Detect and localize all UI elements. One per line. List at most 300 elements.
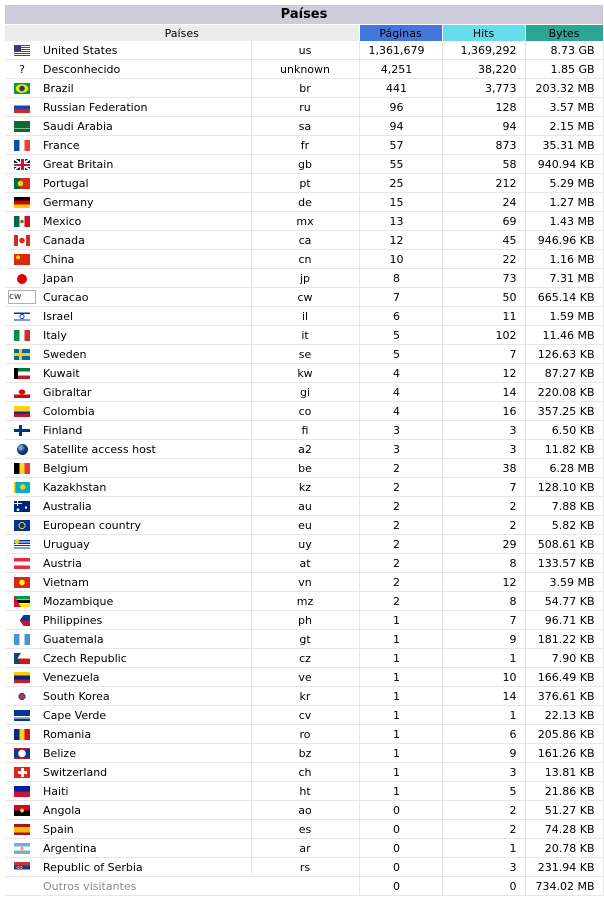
flag-cell (5, 402, 39, 421)
hits-value: 94 (442, 117, 525, 136)
be-flag-icon (14, 463, 30, 474)
pages-value: 96 (359, 98, 442, 117)
country-code: sa (251, 117, 359, 136)
pages-value: 8 (359, 269, 442, 288)
country-code: kz (251, 478, 359, 497)
pages-value: 2 (359, 573, 442, 592)
flag-cell (5, 79, 39, 98)
table-row (5, 516, 603, 535)
country-name: Argentina (39, 839, 251, 858)
pages-value: 3 (359, 440, 442, 459)
flag-cell (5, 326, 39, 345)
flag-cell (5, 117, 39, 136)
flag-cell (5, 41, 39, 60)
flag-cell (5, 497, 39, 516)
country-code: uy (251, 535, 359, 554)
flag-cell (5, 763, 39, 782)
au-flag-icon (14, 501, 30, 512)
us-flag-icon (14, 45, 30, 56)
ch-flag-icon (14, 767, 30, 778)
country-name: Desconhecido (39, 60, 251, 79)
bytes-value: 133.57 KB (525, 554, 603, 573)
bytes-value: 220.08 KB (525, 383, 603, 402)
flag-cell (5, 706, 39, 725)
flag-cell (5, 269, 39, 288)
table-row (5, 231, 603, 250)
pages-value: 0 (359, 839, 442, 858)
table-row (5, 497, 603, 516)
bytes-value: 1.16 MB (525, 250, 603, 269)
country-code: mx (251, 212, 359, 231)
bytes-value: 20.78 KB (525, 839, 603, 858)
country-name: Israel (39, 307, 251, 326)
hits-value: 2 (442, 516, 525, 535)
pages-value: 94 (359, 117, 442, 136)
country-name: Mexico (39, 212, 251, 231)
de-flag-icon (14, 197, 30, 208)
pages-value: 3 (359, 421, 442, 440)
flag-cell (5, 421, 39, 440)
table-row (5, 668, 603, 687)
bytes-value: 1.59 MB (525, 307, 603, 326)
pages-value: 1 (359, 744, 442, 763)
column-header-pages: Páginas (359, 25, 442, 42)
table-row (5, 839, 603, 858)
flag-cell (5, 877, 39, 896)
bytes-value: 357.25 KB (525, 402, 603, 421)
table-row (5, 117, 603, 136)
table-row (5, 155, 603, 174)
bytes-value: 126.63 KB (525, 345, 603, 364)
country-name: Switzerland (39, 763, 251, 782)
country-code: cn (251, 250, 359, 269)
flag-cell (5, 60, 39, 79)
table-row (5, 98, 603, 117)
bytes-value: 11.46 MB (525, 326, 603, 345)
table-row (5, 763, 603, 782)
flag-cell (5, 839, 39, 858)
country-code: br (251, 79, 359, 98)
bytes-value: 1.43 MB (525, 212, 603, 231)
pages-value: 2 (359, 592, 442, 611)
flag-cell (5, 345, 39, 364)
country-name: Japan (39, 269, 251, 288)
cz-flag-icon (14, 653, 30, 664)
hits-value: 1 (442, 706, 525, 725)
table-row (5, 136, 603, 155)
table-row (5, 459, 603, 478)
country-code: ru (251, 98, 359, 117)
flag-cell (5, 516, 39, 535)
table-row (5, 212, 603, 231)
bytes-value: 376.61 KB (525, 687, 603, 706)
gi-flag-icon (14, 387, 30, 398)
bytes-value: 87.27 KB (525, 364, 603, 383)
country-name: Czech Republic (39, 649, 251, 668)
country-code: ph (251, 611, 359, 630)
table-row (5, 630, 603, 649)
hits-value: 45 (442, 231, 525, 250)
table-row (5, 820, 603, 839)
flag-cell (5, 668, 39, 687)
jp-flag-icon (17, 274, 27, 284)
country-code: ro (251, 725, 359, 744)
hits-value: 16 (442, 402, 525, 421)
country-code: mz (251, 592, 359, 611)
flag-cell (5, 858, 39, 877)
country-name: Finland (39, 421, 251, 440)
bytes-value: 35.31 MB (525, 136, 603, 155)
flag-cell (5, 554, 39, 573)
fi-flag-icon (14, 425, 30, 436)
table-row (5, 801, 603, 820)
countries-table (5, 5, 604, 896)
bytes-value: 665.14 KB (525, 288, 603, 307)
country-name: Australia (39, 497, 251, 516)
hits-value: 12 (442, 364, 525, 383)
table-row (5, 706, 603, 725)
hits-value: 8 (442, 554, 525, 573)
gt-flag-icon (14, 634, 30, 645)
country-code: gb (251, 155, 359, 174)
bytes-value: 96.71 KB (525, 611, 603, 630)
table-row (5, 611, 603, 630)
pages-value: 2 (359, 516, 442, 535)
country-code: ve (251, 668, 359, 687)
bytes-value: 166.49 KB (525, 668, 603, 687)
co-flag-icon (14, 406, 30, 417)
table-row (5, 858, 603, 877)
country-code: kw (251, 364, 359, 383)
bytes-value: 181.22 KB (525, 630, 603, 649)
country-name: Curacao (39, 288, 251, 307)
pages-value: 12 (359, 231, 442, 250)
flag-cell (5, 687, 39, 706)
country-name: Satellite access host (39, 440, 251, 459)
country-code: cw (251, 288, 359, 307)
ca-flag-icon (14, 235, 30, 246)
country-code: ht (251, 782, 359, 801)
bytes-value: 231.94 KB (525, 858, 603, 877)
hits-value: 212 (442, 174, 525, 193)
flag-cell (5, 478, 39, 497)
country-code: ch (251, 763, 359, 782)
pages-value: 0 (359, 858, 442, 877)
column-header-bytes: Bytes (525, 25, 603, 42)
country-code: es (251, 820, 359, 839)
flag-cell (5, 136, 39, 155)
country-name: Spain (39, 820, 251, 839)
bytes-value: 13.81 KB (525, 763, 603, 782)
hits-value: 14 (442, 383, 525, 402)
sa-flag-icon (14, 121, 30, 132)
country-code: fi (251, 421, 359, 440)
pages-value: 5 (359, 326, 442, 345)
bytes-value: 5.82 KB (525, 516, 603, 535)
country-name: Gibraltar (39, 383, 251, 402)
it-flag-icon (14, 330, 30, 341)
country-name: Angola (39, 801, 251, 820)
kw-flag-icon (14, 368, 30, 379)
flag-cell (5, 231, 39, 250)
country-name: Haiti (39, 782, 251, 801)
country-code: gt (251, 630, 359, 649)
bytes-value: 1.27 MB (525, 193, 603, 212)
bytes-value: 128.10 KB (525, 478, 603, 497)
pages-value: 1 (359, 725, 442, 744)
country-code: cz (251, 649, 359, 668)
hits-value: 38 (442, 459, 525, 478)
pages-value: 25 (359, 174, 442, 193)
table-row (5, 535, 603, 554)
bytes-value: 2.15 MB (525, 117, 603, 136)
country-code: jp (251, 269, 359, 288)
country-code: ao (251, 801, 359, 820)
country-name: Venezuela (39, 668, 251, 687)
others-label: Outros visitantes (39, 877, 359, 896)
pages-value: 1 (359, 687, 442, 706)
bytes-value: 205.86 KB (525, 725, 603, 744)
bz-flag-icon (14, 748, 30, 759)
table-row (5, 364, 603, 383)
hits-value: 14 (442, 687, 525, 706)
pages-value: 4 (359, 383, 442, 402)
table-row (5, 250, 603, 269)
hits-value: 128 (442, 98, 525, 117)
country-name: Canada (39, 231, 251, 250)
hits-value: 7 (442, 611, 525, 630)
pages-value: 2 (359, 497, 442, 516)
hits-value: 69 (442, 212, 525, 231)
il-flag-icon (14, 311, 30, 322)
cn-flag-icon (14, 254, 30, 265)
country-name: Belize (39, 744, 251, 763)
ro-flag-icon (14, 729, 30, 740)
country-name: Uruguay (39, 535, 251, 554)
flag-cell (5, 364, 39, 383)
pt-flag-icon (14, 178, 30, 189)
at-flag-icon (14, 558, 30, 569)
hits-value: 3,773 (442, 79, 525, 98)
country-code: eu (251, 516, 359, 535)
pages-value: 2 (359, 478, 442, 497)
flag-cell (5, 212, 39, 231)
table-row (5, 269, 603, 288)
bytes-value: 734.02 MB (525, 877, 603, 896)
vn-flag-icon (14, 577, 30, 588)
pages-value: 57 (359, 136, 442, 155)
pages-value: 15 (359, 193, 442, 212)
table-row (5, 383, 603, 402)
pages-value: 0 (359, 877, 442, 896)
table-row (5, 725, 603, 744)
flag-cell (5, 820, 39, 839)
bytes-value: 161.26 KB (525, 744, 603, 763)
country-code: rs (251, 858, 359, 877)
hits-value: 1 (442, 839, 525, 858)
mx-flag-icon (14, 216, 30, 227)
flag-cell (5, 98, 39, 117)
pages-value: 0 (359, 801, 442, 820)
flag-cell (5, 440, 39, 459)
flag-cell (5, 725, 39, 744)
country-code: unknown (251, 60, 359, 79)
hits-value: 7 (442, 478, 525, 497)
table-row (5, 193, 603, 212)
country-code: de (251, 193, 359, 212)
country-name: France (39, 136, 251, 155)
pages-value: 2 (359, 459, 442, 478)
country-name: Kazakhstan (39, 478, 251, 497)
country-code: au (251, 497, 359, 516)
country-code: kr (251, 687, 359, 706)
bytes-value: 1.85 GB (525, 60, 603, 79)
hits-value: 1,369,292 (442, 41, 525, 60)
flag-cell (5, 383, 39, 402)
bytes-value: 203.32 MB (525, 79, 603, 98)
pages-value: 55 (359, 155, 442, 174)
hits-value: 50 (442, 288, 525, 307)
country-code: a2 (251, 440, 359, 459)
bytes-value: 74.28 KB (525, 820, 603, 839)
hits-value: 2 (442, 820, 525, 839)
bytes-value: 5.29 MB (525, 174, 603, 193)
flag-cell (5, 592, 39, 611)
flag-cell (5, 250, 39, 269)
table-row (5, 687, 603, 706)
rs-flag-icon (14, 862, 30, 873)
se-flag-icon (14, 349, 30, 360)
hits-value: 9 (442, 630, 525, 649)
table-row (5, 402, 603, 421)
country-code: ca (251, 231, 359, 250)
country-name: Cape Verde (39, 706, 251, 725)
table-row (5, 440, 603, 459)
hits-value: 3 (442, 858, 525, 877)
ve-flag-icon (14, 672, 30, 683)
ru-flag-icon (14, 102, 30, 113)
country-code: it (251, 326, 359, 345)
pages-value: 1 (359, 706, 442, 725)
flag-cell (5, 193, 39, 212)
hits-value: 1 (442, 649, 525, 668)
bytes-value: 3.59 MB (525, 573, 603, 592)
pages-value: 6 (359, 307, 442, 326)
country-name: Austria (39, 554, 251, 573)
flag-cell (5, 307, 39, 326)
hits-value: 873 (442, 136, 525, 155)
satellite-globe-icon (17, 444, 28, 455)
bytes-value: 3.57 MB (525, 98, 603, 117)
hits-value: 10 (442, 668, 525, 687)
country-code: us (251, 41, 359, 60)
flag-cell (5, 782, 39, 801)
hits-value: 73 (442, 269, 525, 288)
country-code: co (251, 402, 359, 421)
country-name: Saudi Arabia (39, 117, 251, 136)
hits-value: 3 (442, 421, 525, 440)
table-row (5, 573, 603, 592)
bytes-value: 940.94 KB (525, 155, 603, 174)
flag-cell (5, 573, 39, 592)
hits-value: 29 (442, 535, 525, 554)
gb-flag-icon (14, 159, 30, 170)
table-row (5, 326, 603, 345)
country-name: Colombia (39, 402, 251, 421)
bytes-value: 7.90 KB (525, 649, 603, 668)
column-header-hits: Hits (442, 25, 525, 42)
hits-value: 58 (442, 155, 525, 174)
bytes-value: 8.73 GB (525, 41, 603, 60)
hits-value: 3 (442, 763, 525, 782)
table-row (5, 782, 603, 801)
country-name: Kuwait (39, 364, 251, 383)
country-code: be (251, 459, 359, 478)
br-flag-icon (14, 83, 30, 94)
country-name: China (39, 250, 251, 269)
hits-value: 6 (442, 725, 525, 744)
bytes-value: 7.88 KB (525, 497, 603, 516)
table-row (5, 288, 603, 307)
hits-value: 0 (442, 877, 525, 896)
pages-value: 441 (359, 79, 442, 98)
ht-flag-icon (14, 786, 30, 797)
hits-value: 2 (442, 497, 525, 516)
unknown-icon: ? (19, 63, 25, 76)
country-name: Republic of Serbia (39, 858, 251, 877)
country-name: Italy (39, 326, 251, 345)
pages-value: 5 (359, 345, 442, 364)
country-name: Mozambique (39, 592, 251, 611)
pages-value: 2 (359, 554, 442, 573)
hits-value: 12 (442, 573, 525, 592)
table-row (5, 174, 603, 193)
bytes-value: 11.82 KB (525, 440, 603, 459)
country-name: Guatemala (39, 630, 251, 649)
table-row (5, 649, 603, 668)
hits-value: 22 (442, 250, 525, 269)
table-row (5, 79, 603, 98)
hits-value: 2 (442, 801, 525, 820)
pages-value: 1 (359, 630, 442, 649)
table-row (5, 41, 603, 60)
table-row (5, 307, 603, 326)
bytes-value: 946.96 KB (525, 231, 603, 250)
country-code: bz (251, 744, 359, 763)
flag-cell (5, 288, 39, 307)
pages-value: 0 (359, 820, 442, 839)
bytes-value: 508.61 KB (525, 535, 603, 554)
country-code: ar (251, 839, 359, 858)
flag-cell (5, 744, 39, 763)
country-name: Sweden (39, 345, 251, 364)
ph-flag-icon (14, 615, 30, 626)
cv-flag-icon (14, 710, 30, 721)
country-code: pt (251, 174, 359, 193)
pages-value: 1 (359, 782, 442, 801)
pages-value: 4 (359, 402, 442, 421)
pages-value: 2 (359, 535, 442, 554)
others-row (5, 877, 603, 896)
cw-broken-image: cw (8, 290, 36, 304)
country-name: Russian Federation (39, 98, 251, 117)
table-body (5, 41, 603, 896)
flag-cell (5, 459, 39, 478)
country-name: Philippines (39, 611, 251, 630)
flag-cell (5, 535, 39, 554)
hits-value: 9 (442, 744, 525, 763)
table-row (5, 554, 603, 573)
